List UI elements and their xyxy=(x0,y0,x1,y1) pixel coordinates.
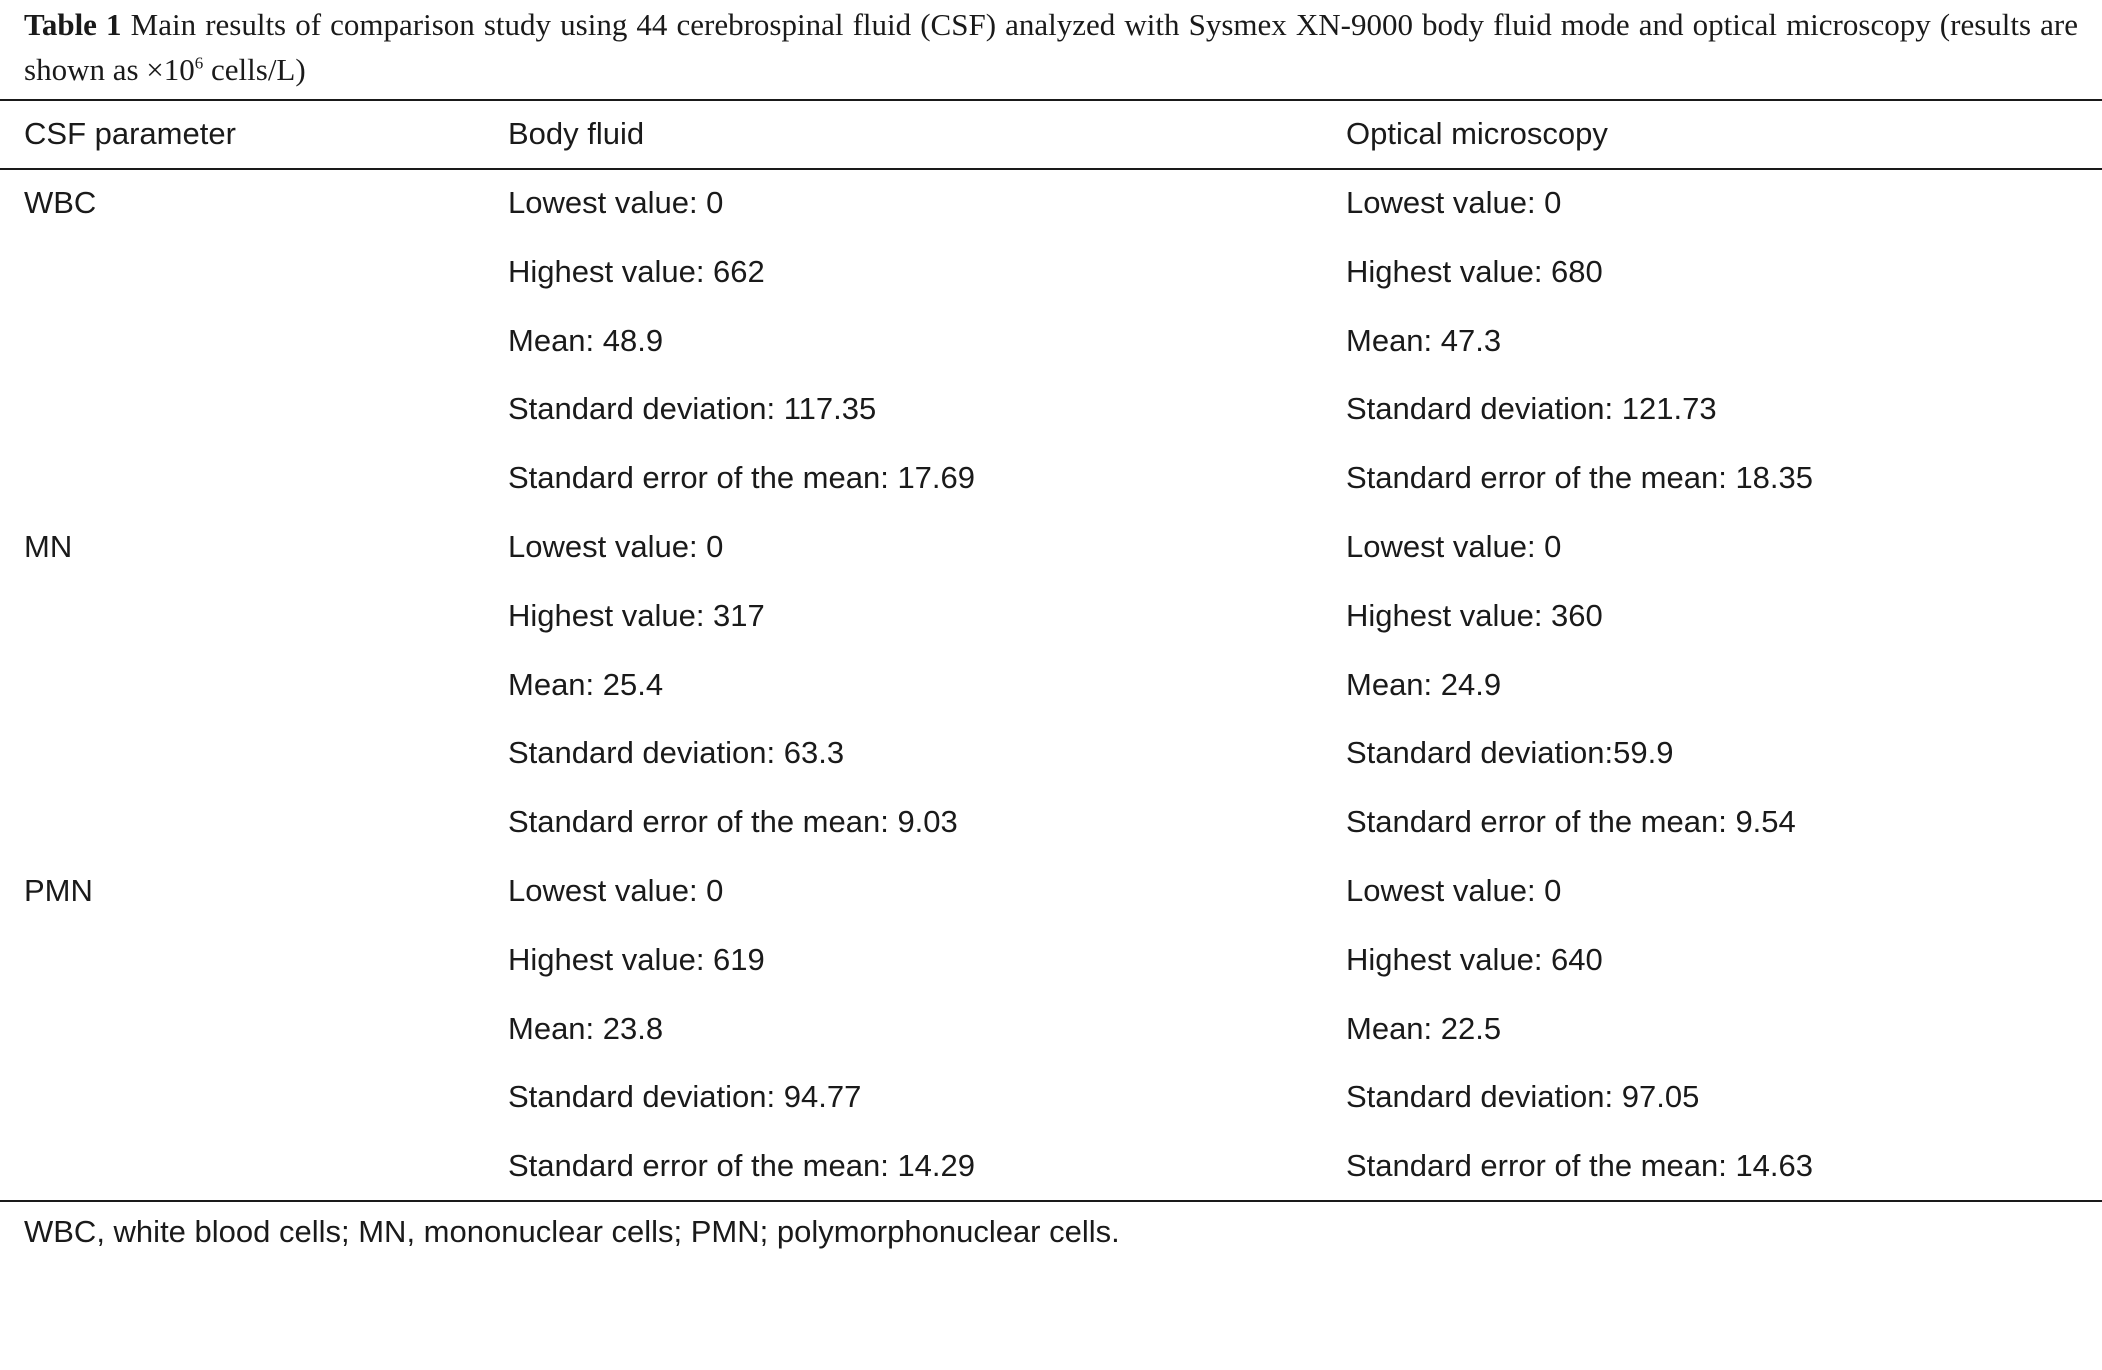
optical-microscopy-value: Mean: 22.5 xyxy=(1346,1011,1502,1046)
caption-text: Main results of comparison study using 44 cerebrospinal fluid (CSF) analyzed with Sysmex XN-9000 body fluid mode and optical microscopy (results are shown as ×10 xyxy=(24,7,2078,87)
optical-microscopy-value: Highest value: 640 xyxy=(1346,942,1603,977)
body-fluid-value: Standard deviation: 117.35 xyxy=(508,391,877,426)
optical-microscopy-value: Standard error of the mean: 18.35 xyxy=(1346,460,1814,495)
body-fluid-value: Standard error of the mean: 14.29 xyxy=(508,1148,976,1183)
body-fluid-value: Lowest value: 0 xyxy=(508,185,724,220)
optical-microscopy-value: Mean: 47.3 xyxy=(1346,323,1502,358)
body-fluid-value: Highest value: 317 xyxy=(508,598,765,633)
body-fluid-value: Lowest value: 0 xyxy=(508,529,724,564)
table-caption xyxy=(24,2,2078,92)
body-fluid-value: Standard deviation: 94.77 xyxy=(508,1079,862,1114)
body-fluid-value: Mean: 48.9 xyxy=(508,323,664,358)
optical-microscopy-value: Lowest value: 0 xyxy=(1346,185,1562,220)
header-csf-parameter: CSF parameter xyxy=(24,116,236,151)
optical-microscopy-value: Mean: 24.9 xyxy=(1346,667,1502,702)
body-fluid-value: Highest value: 662 xyxy=(508,254,765,289)
caption-text-tail: cells/L) xyxy=(203,52,306,87)
body-fluid-value: Lowest value: 0 xyxy=(508,873,724,908)
body-fluid-value: Standard deviation: 63.3 xyxy=(508,735,845,770)
optical-microscopy-value: Lowest value: 0 xyxy=(1346,529,1562,564)
header-body-fluid: Body fluid xyxy=(508,116,645,151)
body-fluid-value: Standard error of the mean: 17.69 xyxy=(508,460,976,495)
body-fluid-value: Standard error of the mean: 9.03 xyxy=(508,804,958,839)
optical-microscopy-value: Standard deviation:59.9 xyxy=(1346,735,1674,770)
table-top-rule xyxy=(0,99,2102,101)
parameter-label: MN xyxy=(24,529,73,564)
optical-microscopy-value: Standard error of the mean: 14.63 xyxy=(1346,1148,1814,1183)
table-bottom-rule xyxy=(0,1200,2102,1202)
optical-microscopy-value: Lowest value: 0 xyxy=(1346,873,1562,908)
optical-microscopy-value: Standard deviation: 97.05 xyxy=(1346,1079,1700,1114)
table-footnote: WBC, white blood cells; MN, mononuclear cells; PMN; polymorphonuclear cells. xyxy=(24,1214,1120,1249)
body-fluid-value: Mean: 25.4 xyxy=(508,667,664,702)
optical-microscopy-value: Standard deviation: 121.73 xyxy=(1346,391,1717,426)
table-label: Table 1 xyxy=(24,7,122,42)
table-header-rule xyxy=(0,168,2102,170)
parameter-label: WBC xyxy=(24,185,97,220)
body-fluid-value: Mean: 23.8 xyxy=(508,1011,664,1046)
optical-microscopy-value: Highest value: 360 xyxy=(1346,598,1603,633)
body-fluid-value: Highest value: 619 xyxy=(508,942,765,977)
caption-superscript: 6 xyxy=(194,53,204,73)
header-optical-microscopy: Optical microscopy xyxy=(1346,116,1608,151)
parameter-label: PMN xyxy=(24,873,93,908)
optical-microscopy-value: Highest value: 680 xyxy=(1346,254,1603,289)
optical-microscopy-value: Standard error of the mean: 9.54 xyxy=(1346,804,1796,839)
